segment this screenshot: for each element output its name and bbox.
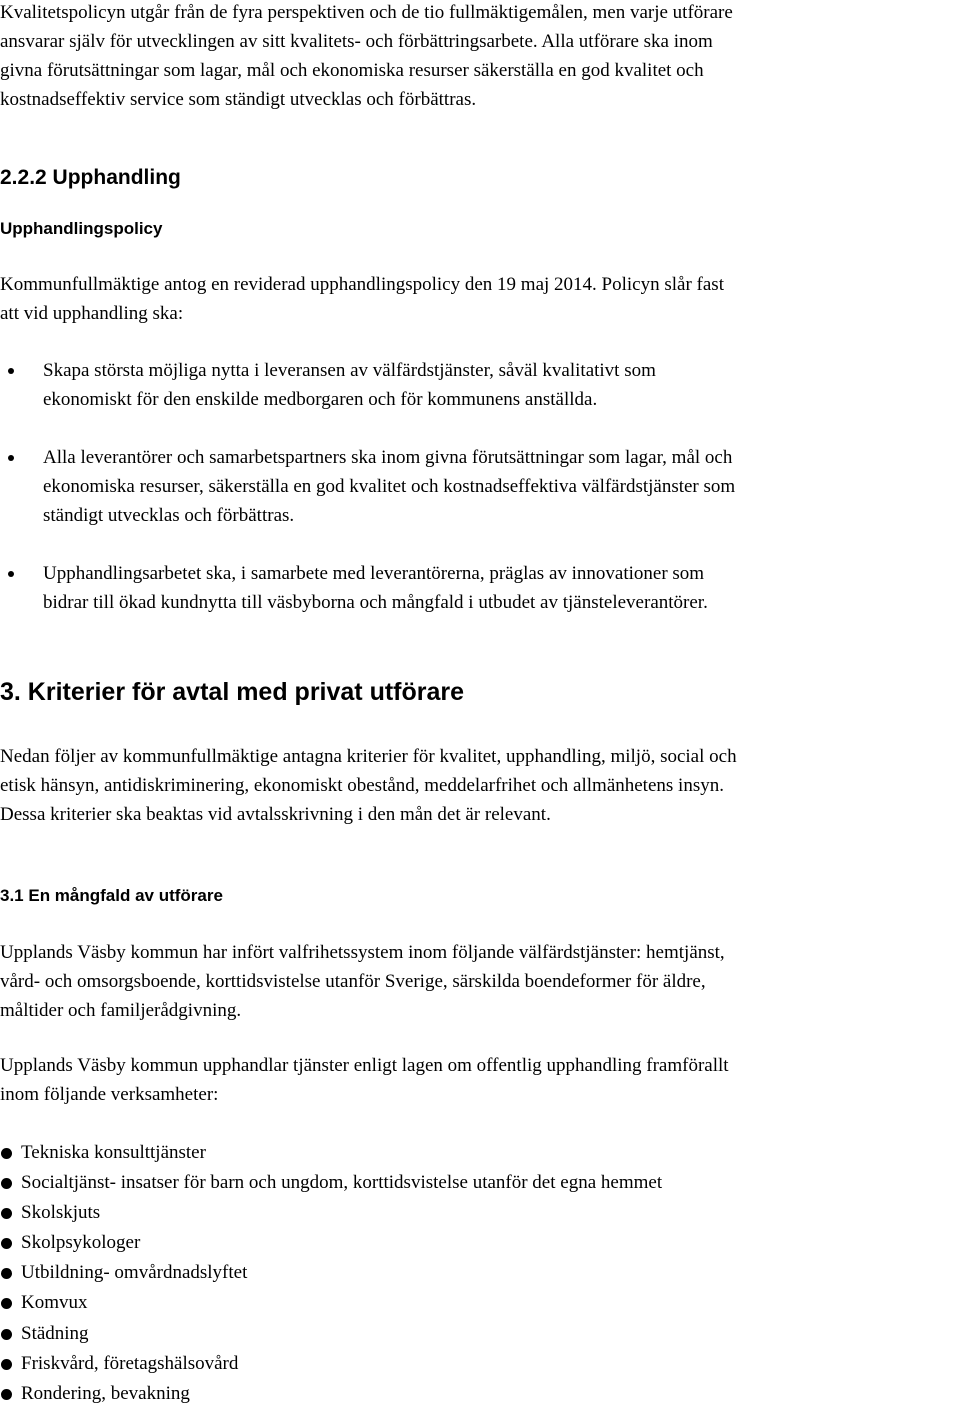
list-item (0, 356, 958, 414)
list-item-text: Alla leverantörer och samarbetspartners ska inom givna förutsättningar som lagar, mål och ekonomiska resurser, säkerställa en god kvalitet och kostnadseffektiva välfärdstjänster som ständigt utvecklas och förbättras. (43, 447, 736, 526)
subheading-upphandlingspolicy: Upphandlingspolicy (0, 219, 163, 238)
intro-paragraph: Kvalitetspolicyn utgår från de fyra perspektiven och de tio fullmäktigemålen, men varje utförare ansvarar själv för utvecklingen av sitt kvalitets- och förbättringsarbete. Alla utförare ska inom givna förutsättningar som lagar, mål och ekonomiska resurser säkerställa en god kvalitet och kostnadseffektiv service som ständigt utvecklas och förbättras. (0, 2, 733, 110)
bullet-dot-icon (1, 1298, 12, 1309)
bullet-dot-icon (1, 1178, 12, 1189)
valfrihet-paragraph: Upplands Väsby kommun har infört valfrihetssystem inom följande välfärdstjänster: hemtjänst, vård- och omsorgsboende, korttidsvistelse utanför Sverige, särskilda boendeformer för äldre, måltider och familjerådgivning. (0, 942, 725, 1021)
criteria-paragraph: Nedan följer av kommunfullmäktige antagna kriterier för kvalitet, upphandling, miljö, social och etisk hänsyn, antidiskriminering, ekonomiskt obestånd, meddelarfrihet och allmänhetens insyn. Dessa kriterier ska beaktas vid avtalsskrivning i den mån det är relevant. (0, 746, 737, 825)
list-item-text: Komvux (21, 1292, 88, 1314)
list-item (0, 1198, 958, 1228)
section-heading-2-2-2: 2.2.2 Upphandling (0, 166, 181, 189)
list-item (0, 559, 958, 617)
bullet-dot-icon (1, 1389, 12, 1400)
list-item-text: Städning (21, 1322, 89, 1344)
verksamheter-list (0, 1138, 958, 1409)
bullet-dot-icon (8, 368, 14, 374)
list-item-text: Utbildning- omvårdnadslyftet (21, 1262, 248, 1284)
bullet-dot-icon (1, 1329, 12, 1340)
list-item-text: Skapa största möjliga nytta i leveransen av välfärdstjänster, såväl kvalitativt som ekonomiskt för den enskilde medborgaren och för kommunens anställda. (43, 360, 656, 410)
list-item (0, 443, 958, 530)
section-heading-3: 3. Kriterier för avtal med privat utförare (0, 678, 465, 706)
list-item (0, 1168, 958, 1198)
bullet-dot-icon (8, 455, 14, 461)
list-item-text: Rondering, bevakning (21, 1382, 190, 1404)
list-item (0, 1288, 958, 1318)
bullet-dot-icon (1, 1208, 12, 1219)
list-item (0, 1349, 958, 1379)
list-item (0, 1258, 958, 1288)
list-item (0, 1138, 958, 1168)
list-item (0, 1379, 958, 1409)
bullet-dot-icon (1, 1359, 12, 1370)
list-item-text: Socialtjänst- insatser för barn och ungdom, korttidsvistelse utanför det egna hemmet (21, 1172, 663, 1194)
bullet-dot-icon (1, 1148, 12, 1159)
list-item-text: Skolskjuts (21, 1202, 101, 1224)
section-heading-3-1: 3.1 En mångfald av utförare (0, 886, 223, 905)
upphandling-paragraph: Upplands Väsby kommun upphandlar tjänster enligt lagen om offentlig upphandling framförallt inom följande verksamheter: (0, 1055, 729, 1105)
list-item (0, 1228, 958, 1258)
policy-bullet-list (0, 356, 958, 617)
list-item-text: Friskvård, företagshälsovård (21, 1352, 239, 1374)
list-item-text: Skolpsykologer (21, 1232, 141, 1254)
list-item-text: Tekniska konsulttjänster (21, 1142, 206, 1163)
bullet-dot-icon (1, 1268, 12, 1279)
bullet-dot-icon (8, 571, 14, 577)
policy-paragraph: Kommunfullmäktige antog en reviderad upphandlingspolicy den 19 maj 2014. Policyn slår fast att vid upphandling ska: (0, 274, 724, 324)
bullet-dot-icon (1, 1238, 12, 1249)
list-item (0, 1319, 958, 1349)
list-item-text: Upphandlingsarbetet ska, i samarbete med leverantörerna, präglas av innovationer som bidrar till ökad kundnytta till väsbyborna och mångfald i utbudet av tjänsteleverantörer. (43, 563, 708, 613)
